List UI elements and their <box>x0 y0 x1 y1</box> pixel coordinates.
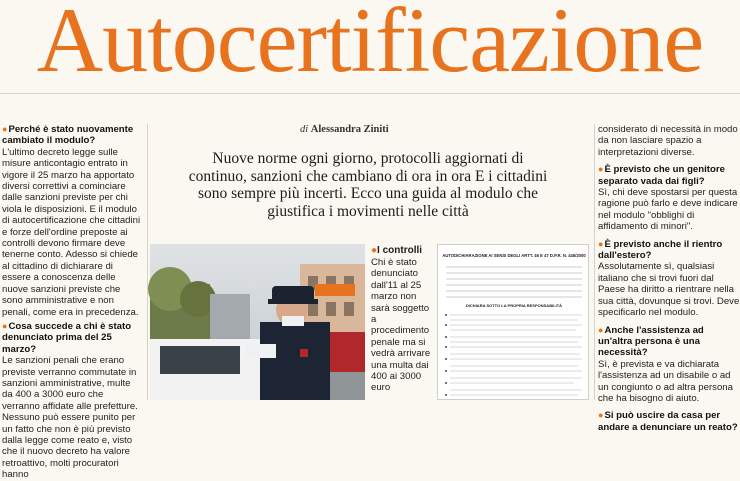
bullet-dot-icon: ● <box>598 238 604 249</box>
bullet-dot-icon: ● <box>2 320 8 331</box>
answer-text: L'ultimo decreto legge sulle misure anticontagio entrato in vigore il 25 marzo ha apportato diversi correttivi a cominciare dalle sanzioni previste per chi viola le disposizioni. E il modulo di autocertificazione che cittadini e forze dell'ordine preposte ai controlli devono firmare deve tenerne conto. Adesso si chiede al cittadino di dichiarare di essere a conoscenza delle nuove sanzioni previste che sono amministrative e non penali, come era in precedenza. <box>2 146 141 318</box>
right-column <box>598 124 740 433</box>
bullet-dot-icon: ● <box>2 124 8 134</box>
police-officer-photo-icon <box>150 244 365 400</box>
bullet-dot-icon: ● <box>598 164 604 175</box>
police-officer-photo <box>150 244 365 400</box>
column-divider <box>147 124 148 400</box>
bullet-dot-icon: ● <box>598 324 604 335</box>
controls-title: ●I controlli <box>371 245 423 256</box>
question-heading: ●Perché è stato nuovamente cambiato il modulo? <box>2 124 134 147</box>
question-heading: ●È previsto che un genitore separato vada dai figli? <box>598 164 725 187</box>
form-header: AUTODICHIARAZIONE AI SENSI DEGLI ARTT. 46 E 47 D.P.R. N. 445/2000 <box>442 253 586 258</box>
question-heading: ●È previsto anche il rientro dall'estero? <box>598 238 723 262</box>
headline-divider <box>0 93 740 94</box>
form-document-icon <box>438 245 590 401</box>
headline: Autocertificazione <box>36 0 704 91</box>
bullet-dot-icon: ● <box>371 245 378 256</box>
answer-text: Sì, è prevista e va dichiarata l'assistenza ad un disabile o ad un congiunto o ad altra persona che ha bisogno di aiuto. <box>598 358 733 404</box>
author-name: Alessandra Ziniti <box>310 124 389 135</box>
autocertification-form-image <box>437 244 589 400</box>
bullet-dot-icon: ● <box>598 410 604 421</box>
subhead: Nuove norme ogni giorno, protocolli aggiornati di continuo, sanzioni che cambiano di ora in ora E i cittadini sono sempre più incerti. Ecco una guida al modulo che giustifica i movimenti nelle città <box>188 150 548 220</box>
answer-text: considerato di necessità in modo da non lasciare spazio a interpretazioni diverse. <box>598 124 738 158</box>
question-heading: ●Cosa succede a chi è stato denunciato prima del 25 marzo? <box>2 320 132 355</box>
question-heading: ●Si può uscire da casa per andare a denunciare un reato? <box>598 410 738 433</box>
answer-text: Sì, chi deve spostarsi per questa ragione può farlo e deve indicare nel modulo "obblighi di affidamento di minori". <box>598 187 738 233</box>
byline: di Alessandra Ziniti <box>300 124 389 135</box>
answer-text: Assolutamente sì, qualsiasi italiano che si trovi fuori dal Paese ha diritto a rientrare nella sua città, dovunque si trovi. Deve specificarlo nel modulo. <box>598 261 740 319</box>
question-heading: ●Anche l'assistenza ad un'altra persona è una necessità? <box>598 324 704 359</box>
controls-box <box>371 245 431 400</box>
answer-text: Le sanzioni penali che erano previste verranno commutate in sanzioni amministrative, multe da 400 a 3000 euro che verranno affidate alle prefetture. Nessuno può essere punito per un fatto che non è più previsto dalla legge come reato e, visto che il nuovo decreto ha valore retroattivo, molti procuratori hanno <box>2 355 138 481</box>
left-column <box>2 124 142 481</box>
controls-body: Chi è stato denunciato dall'11 al 25 marzo non sarà soggetto a procedimento penale ma si vedrà arrivare una multa dai 400 ai 3000 euro <box>371 257 431 394</box>
form-declaration: DICHIARA SOTTO LA PROPRIA RESPONSABILITÀ <box>465 303 563 308</box>
column-divider <box>594 124 595 400</box>
